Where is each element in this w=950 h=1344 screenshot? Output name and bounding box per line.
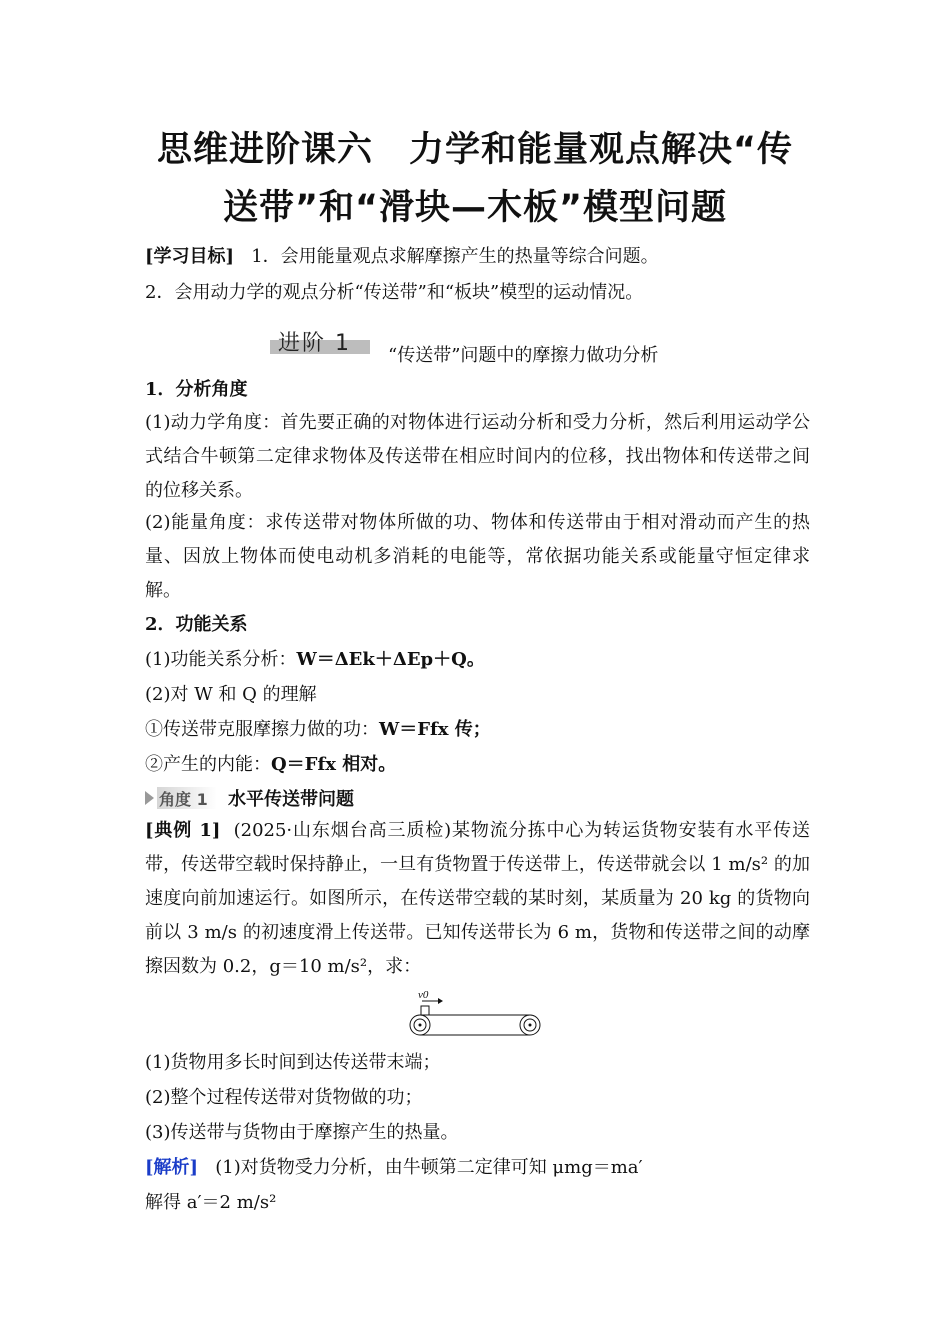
energy-line-4-prefix: ②产生的内能：: [145, 754, 271, 775]
velocity-label: v0: [418, 989, 429, 1001]
objectives-line-1: [145, 244, 659, 270]
angle-tag-arrow-icon: [145, 791, 154, 805]
page-title-line-2: 送带”和“滑块—木板”模型问题: [222, 188, 727, 228]
example-body: (2025·山东烟台高三质检)某物流分拣中心为转运货物安装有水平传送带，传送带空载时保持静止，一旦有货物置于传送带上，传送带就会以 1 m/s² 的加速度向前加速运行。如图所示，在传送带空载的某时刻，某质量为 20 kg 的货物向前以 3 m/s 的初速度滑上传送带。已知传送带长为 6 m，货物和传送带之间的动摩擦因数为 0.2，g＝10 m/s²，求：: [145, 820, 810, 977]
solution-text-1: (1)对货物受力分析，由牛顿第二定律可知 μmg＝ma′: [215, 1157, 643, 1178]
energy-line-3-formula: W＝Ffx 传；: [379, 719, 491, 740]
objective-1: 1．会用能量观点求解摩擦产生的热量等综合问题。: [251, 246, 659, 267]
objectives-tag: [学习目标]: [145, 246, 235, 267]
analysis-paragraph-1: (1)动力学角度：首先要正确的对物体进行运动分析和受力分析，然后利用运动学公式结合牛顿第二定律求物体及传送带在相应时间内的位移，找出物体和传送带之间的位移关系。: [145, 412, 810, 501]
left-roller-axle: [419, 1024, 422, 1027]
cargo-box: [421, 1006, 429, 1015]
energy-line-1: [145, 647, 485, 673]
question-2: (2)整个过程传送带对货物做的功；: [145, 1087, 423, 1108]
energy-line-4-formula: Q＝Ffx 相对。: [271, 754, 397, 775]
question-3: (3)传送带与货物由于摩擦产生的热量。: [145, 1122, 459, 1143]
energy-line-3-prefix: ①传送带克服摩擦力做的功：: [145, 719, 379, 740]
example-tag: [典例 1]: [145, 820, 221, 841]
solution-line-2: 解得 a′＝2 m/s²: [145, 1192, 277, 1213]
section-badge: [270, 326, 370, 356]
solution-line-1: [145, 1155, 643, 1181]
velocity-arrowhead-icon: [438, 998, 443, 1004]
energy-line-1-formula: W＝ΔEk＋ΔEp＋Q。: [296, 649, 485, 670]
angle-tag-label: 角度 1: [159, 790, 208, 809]
page-title-line-1: 思维进阶课六 力学和能量观点解决“传: [156, 130, 793, 170]
solution-tag: [解析]: [145, 1157, 199, 1178]
section-heading: “传送带”问题中的摩擦力做功分析: [388, 345, 659, 366]
question-1: (1)货物用多长时间到达传送带末端；: [145, 1052, 441, 1073]
conveyor-figure: [400, 986, 550, 1042]
objective-2: 2．会用动力学的观点分析“传送带”和“板块”模型的运动情况。: [145, 282, 644, 303]
energy-line-2: (2)对 W 和 Q 的理解: [145, 684, 317, 705]
angle-title: 水平传送带问题: [228, 789, 354, 810]
section-badge-label: 进阶 1: [278, 331, 351, 356]
energy-line-1-prefix: (1)功能关系分析：: [145, 649, 297, 670]
energy-line-3: [145, 717, 491, 743]
analysis-paragraph-2: (2)能量角度：求传送带对物体所做的功、物体和传送带由于相对滑动而产生的热量、因放上物体而使电动机多消耗的电能等，常依据功能关系或能量守恒定律求解。: [145, 512, 810, 601]
analysis-heading: 1．分析角度: [145, 379, 248, 400]
energy-heading: 2．功能关系: [145, 614, 248, 635]
right-roller-axle: [529, 1024, 532, 1027]
energy-line-4: [145, 752, 396, 778]
example-text: [145, 814, 810, 984]
